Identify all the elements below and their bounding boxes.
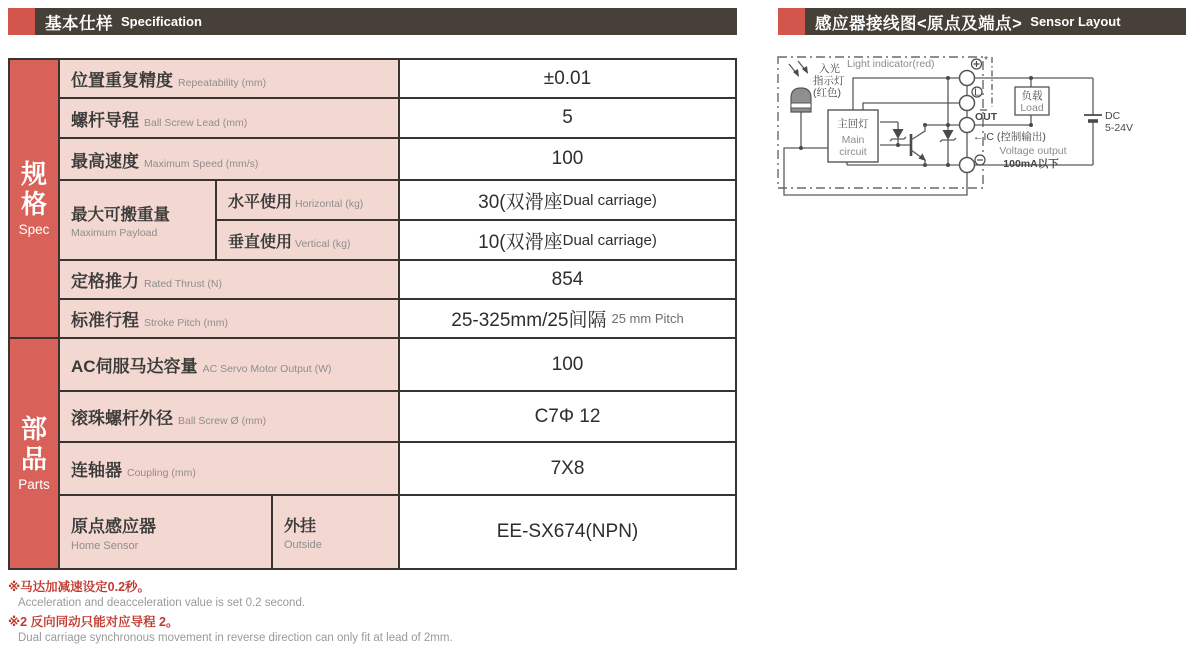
led-label-line1: 入光	[819, 63, 840, 75]
star-mark: *	[984, 54, 989, 66]
header-title-en: Specification	[121, 14, 202, 29]
load-en: Load	[1020, 102, 1044, 114]
current-limit-label: 100mA以下	[1003, 158, 1059, 170]
sensor-wiring-diagram	[775, 50, 1200, 200]
note-1-en: Acceleration and deacceleration value is set 0.2 second.	[18, 596, 306, 609]
transistor-icon	[911, 125, 926, 165]
header-accent-square	[778, 8, 805, 35]
main-circuit-en1: Main	[841, 134, 865, 146]
sensor-layout-header	[778, 8, 1186, 35]
minus-terminal-symbol	[975, 155, 985, 165]
footnotes	[8, 579, 453, 649]
row-label-stroke: 标准行程 Stroke Pitch (mm)	[60, 300, 398, 337]
row-value-home-sensor: EE-SX674(NPN)	[400, 496, 735, 568]
section-parts	[10, 339, 58, 568]
row-label-rated-thrust: 定格推力 Rated Thrust (N)	[60, 261, 398, 298]
main-circuit-zh: 主回灯	[837, 118, 869, 130]
sub-label-vertical: 垂直使用 Vertical (kg)	[217, 221, 398, 259]
row-label-ball-screw-lead: 螺杆导程 Ball Screw Lead (mm)	[60, 99, 398, 137]
row-label-coupling: 连轴器 Coupling (mm)	[60, 443, 398, 494]
spec-section-header	[8, 8, 737, 35]
header-bar	[35, 8, 737, 35]
zener-diode-right-icon	[940, 130, 956, 142]
l-terminal-symbol	[972, 87, 982, 99]
zener-diode-left-icon	[890, 129, 906, 141]
row-label-home-sensor: 原点感应器 Home Sensor	[60, 496, 271, 568]
terminal-circles	[960, 71, 975, 173]
section-spec-en: Spec	[18, 221, 50, 237]
row-value-repeatability: ±0.01	[400, 60, 735, 97]
row-value-vertical-payload: 10(双滑座 Dual carriage)	[400, 221, 735, 259]
row-value-rated-thrust: 854	[400, 261, 735, 298]
terminal-minus	[960, 158, 975, 173]
row-value-coupling: 7X8	[400, 443, 735, 494]
sub-label-horizontal: 水平使用 Horizontal (kg)	[217, 181, 398, 219]
row-label-ball-screw-dia: 滚珠螺杆外径 Ball Screw Ø (mm)	[60, 392, 398, 441]
out-label: OUT	[975, 111, 998, 123]
voltage-output-label: Voltage output	[999, 145, 1067, 157]
section-parts-zh: 部品	[20, 414, 47, 474]
led-indicator-icon	[789, 61, 811, 112]
battery-icon	[1084, 115, 1102, 121]
row-value-ball-screw-dia: C7Φ 12	[400, 392, 735, 441]
plus-terminal-symbol	[972, 59, 982, 69]
row-value-servo-output: 100	[400, 339, 735, 390]
ic-output-label: ←IC (控制输出)	[973, 131, 1046, 143]
section-spec-zh: 规格	[20, 159, 47, 219]
header-accent-square	[8, 8, 35, 35]
row-value-stroke: 25-325mm/25间隔 25 mm Pitch	[400, 300, 735, 337]
dc-label: DC	[1105, 110, 1121, 122]
terminal-l	[960, 96, 975, 111]
header-bar	[805, 8, 1186, 35]
row-label-max-speed: 最高速度 Maximum Speed (mm/s)	[60, 139, 398, 179]
note-1-zh: ※马达加减速设定0.2秒。	[8, 580, 151, 594]
row-label-servo-output: AC伺服马达容量 AC Servo Motor Output (W)	[60, 339, 398, 390]
header-title-zh: 感应器接线图<原点及端点>	[815, 14, 1023, 33]
sub-label-outside: 外挂 Outside	[273, 496, 398, 568]
row-value-ball-screw-lead: 5	[400, 99, 735, 137]
note-2-en: Dual carriage synchronous movement in reverse direction can only fit at lead of 2mm.	[18, 631, 453, 644]
section-parts-en: Parts	[18, 476, 50, 492]
dc-range-label: 5-24V	[1105, 122, 1134, 134]
light-indicator-label: Light indicator(red)	[847, 58, 935, 70]
load-zh: 负载	[1021, 90, 1043, 102]
row-value-max-speed: 100	[400, 139, 735, 179]
header-title-zh: 基本仕样	[45, 14, 113, 33]
led-label-line2: 指示灯	[813, 75, 845, 87]
svg-text:L: L	[974, 86, 980, 99]
spec-table	[8, 58, 737, 570]
row-value-horizontal-payload: 30(双滑座 Dual carriage)	[400, 181, 735, 219]
row-label-max-payload: 最大可搬重量 Maximum Payload	[60, 181, 215, 259]
note-2-zh: ※2 反向同动只能对应导程 2。	[8, 614, 179, 629]
header-title-en: Sensor Layout	[1030, 14, 1121, 29]
section-spec	[10, 60, 58, 337]
terminal-plus	[960, 71, 975, 86]
main-circuit-en2: circuit	[839, 146, 867, 158]
led-label-line3: (红色)	[813, 87, 841, 99]
row-label-repeatability: 位置重复精度 Repeatability (mm)	[60, 60, 398, 97]
